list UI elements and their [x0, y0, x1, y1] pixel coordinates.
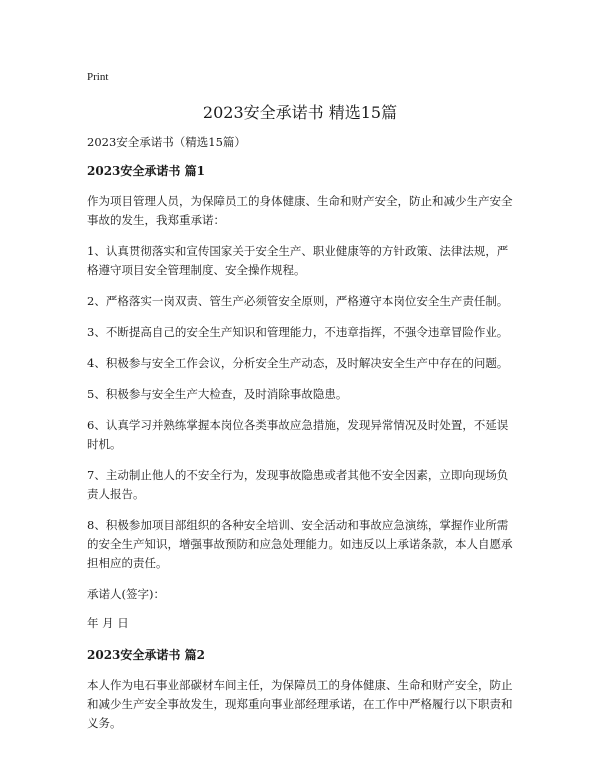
commitment-item-8: 8、积极参加项目部组织的各种安全培训、安全活动和事故应急演练，掌握作业所需的安全生产知识，增强事故预防和应急处理能力。如违反以上承诺条款，本人自愿承担相应的责任。 [87, 518, 513, 570]
section-2-intro: 本人作为电石事业部碳材车间主任，为保障员工的身体健康、生命和财产安全，防止和减少生产安全事故发生，现郑重向事业部经理承诺，在工作中严格履行以下职责和义务。 [87, 678, 513, 730]
date-line: 年 月 日 [87, 616, 129, 630]
section-1-intro: 作为项目管理人员，为保障员工的身体健康、生命和财产安全，防止和减少生产安全事故的发生，我郑重承诺： [87, 194, 513, 227]
commitment-item-6: 6、认真学习并熟练掌握本岗位各类事故应急措施，发现异常情况及时处置，不延误时机。 [87, 418, 509, 451]
commitment-item-2: 2、严格落实一岗双责、管生产必须管安全原则，严格遵守本岗位安全生产责任制。 [87, 294, 509, 308]
print-label: Print [87, 71, 109, 83]
commitment-item-7: 7、主动制止他人的不安全行为，发现事故隐患或者其他不安全因素，立即向现场负责人报告。 [87, 468, 509, 501]
commitment-item-3: 3、不断提高自己的安全生产知识和管理能力，不违章指挥，不强令违章冒险作业。 [87, 325, 509, 339]
commitment-item-1: 1、认真贯彻落实和宣传国家关于安全生产、职业健康等的方针政策、法律法规，严格遵守项目安全管理制度、安全操作规程。 [87, 244, 509, 277]
signature-line: 承诺人(签字)： [87, 587, 165, 601]
section-heading-2: 2023安全承诺书 篇2 [87, 648, 205, 662]
document-body [87, 133, 517, 745]
commitment-item-5: 5、积极参与安全生产大检查，及时消除事故隐患。 [87, 387, 348, 401]
document-subtitle: 2023安全承诺书（精选15篇） [87, 135, 246, 149]
commitment-item-4: 4、积极参与安全工作会议，分析安全生产动态，及时解决安全生产中存在的问题。 [87, 356, 509, 370]
document-title: 2023安全承诺书 精选15篇 [202, 103, 398, 122]
section-heading-1: 2023安全承诺书 篇1 [87, 164, 205, 178]
